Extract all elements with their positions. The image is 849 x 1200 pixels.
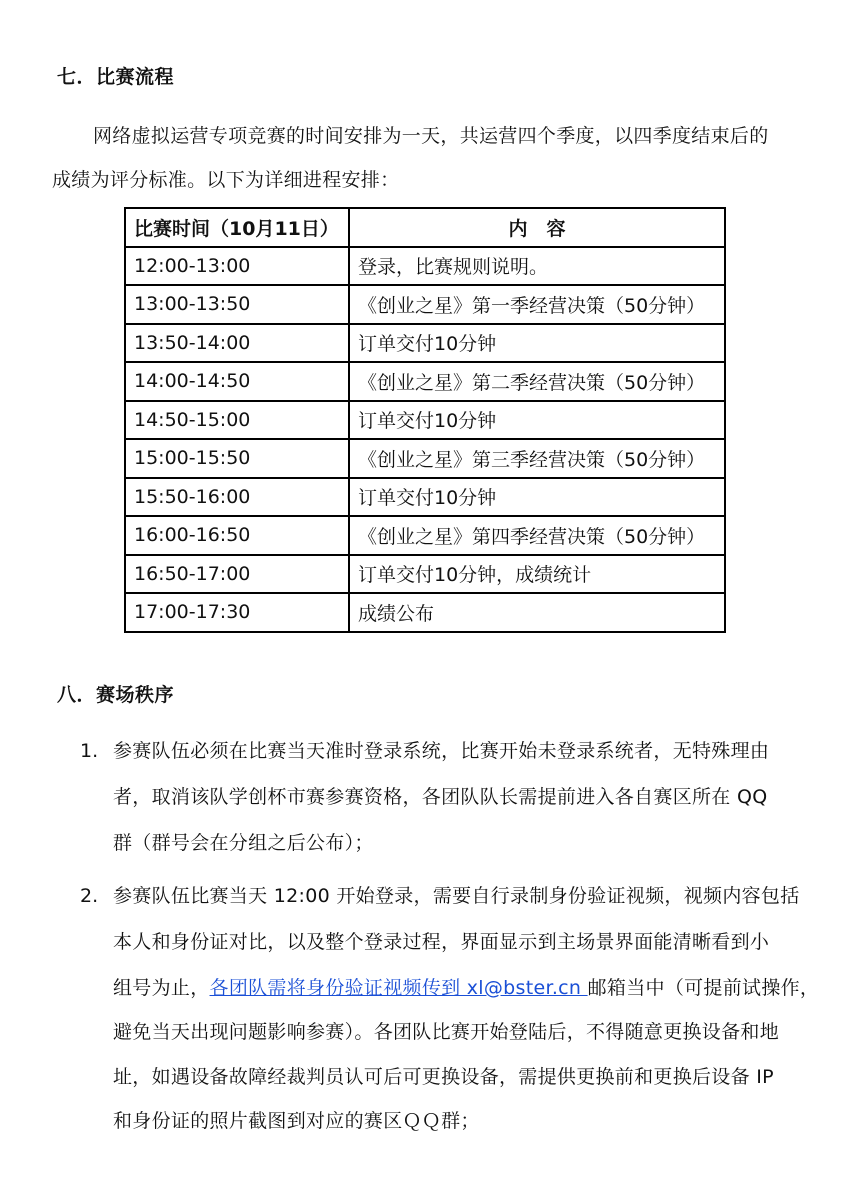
- table-row: [125, 247, 725, 286]
- table-row: [125, 285, 725, 324]
- section-7-heading: 七．比赛流程: [57, 66, 175, 88]
- intro-line-1: 网络虚拟运营专项竞赛的时间安排为一天，共运营四个季度，以四季度结束后的: [93, 125, 769, 147]
- table-row: [125, 593, 725, 632]
- row-time: 15:50-16:00: [125, 478, 349, 517]
- row-time: 13:00-13:50: [125, 285, 349, 324]
- item-1-number: 1.: [80, 740, 99, 762]
- row-content: 成绩公布: [349, 593, 725, 632]
- row-content: 《创业之星》第四季经营决策（50分钟）: [349, 516, 725, 555]
- row-time: 15:00-15:50: [125, 439, 349, 478]
- item-2-line-5: 址，如遇设备故障经裁判员认可后可更换设备，需提供更换前和更换后设备 IP: [113, 1066, 774, 1088]
- item-1-line-3: 群（群号会在分组之后公布）；: [113, 832, 374, 854]
- schedule-header-row: [125, 208, 725, 247]
- row-time: 16:00-16:50: [125, 516, 349, 555]
- row-time: 13:50-14:00: [125, 324, 349, 363]
- row-content: 《创业之星》第三季经营决策（50分钟）: [349, 439, 725, 478]
- row-time: 14:00-14:50: [125, 362, 349, 401]
- item-2-line-1: 参赛队伍比赛当天 12:00 开始登录，需要自行录制身份验证视频，视频内容包括: [113, 885, 800, 907]
- item-2-line-6: 和身份证的照片截图到对应的赛区ＱＱ群；: [113, 1110, 480, 1132]
- row-time: 16:50-17:00: [125, 555, 349, 594]
- table-row: [125, 324, 725, 363]
- item-2-line-3-prefix: 组号为止，: [113, 977, 210, 999]
- item-2-line-3-suffix: 邮箱当中（可提前试操作，: [587, 977, 820, 999]
- row-content: 《创业之星》第二季经营决策（50分钟）: [349, 362, 725, 401]
- row-content: 《创业之星》第一季经营决策（50分钟）: [349, 285, 725, 324]
- item-2-line-2: 本人和身份证对比，以及整个登录过程，界面显示到主场景界面能清晰看到小: [113, 931, 770, 953]
- row-time: 12:00-13:00: [125, 247, 349, 286]
- header-time: 比赛时间（10月11日）: [125, 208, 349, 247]
- table-row: [125, 478, 725, 517]
- schedule-table: [124, 207, 726, 633]
- item-2-line-4: 避免当天出现问题影响参赛）。各团队比赛开始登陆后，不得随意更换设备和地: [113, 1021, 780, 1043]
- intro-line-2: 成绩为评分标准。以下为详细进程安排：: [52, 169, 400, 191]
- table-row: [125, 516, 725, 555]
- row-time: 17:00-17:30: [125, 593, 349, 632]
- table-row: [125, 439, 725, 478]
- header-content: 内 容: [349, 208, 725, 247]
- item-2-number: 2.: [80, 885, 99, 907]
- section-8-heading: 八．赛场秩序: [57, 684, 175, 706]
- item-1-line-2: 者，取消该队学创杯市赛参赛资格，各团队队长需提前进入各自赛区所在 QQ: [113, 786, 768, 808]
- table-row: [125, 555, 725, 594]
- row-content: 订单交付10分钟: [349, 401, 725, 440]
- item-2-line-3: [113, 966, 819, 1010]
- email-link[interactable]: 各团队需将身份验证视频传到 xl@bster.cn: [209, 977, 588, 999]
- item-1-line-1: 参赛队伍必须在比赛当天准时登录系统，比赛开始未登录系统者，无特殊理由: [113, 740, 770, 762]
- table-row: [125, 362, 725, 401]
- row-content: 订单交付10分钟: [349, 478, 725, 517]
- table-row: [125, 401, 725, 440]
- row-content: 订单交付10分钟，成绩统计: [349, 555, 725, 594]
- row-time: 14:50-15:00: [125, 401, 349, 440]
- row-content: 订单交付10分钟: [349, 324, 725, 363]
- row-content: 登录，比赛规则说明。: [349, 247, 725, 286]
